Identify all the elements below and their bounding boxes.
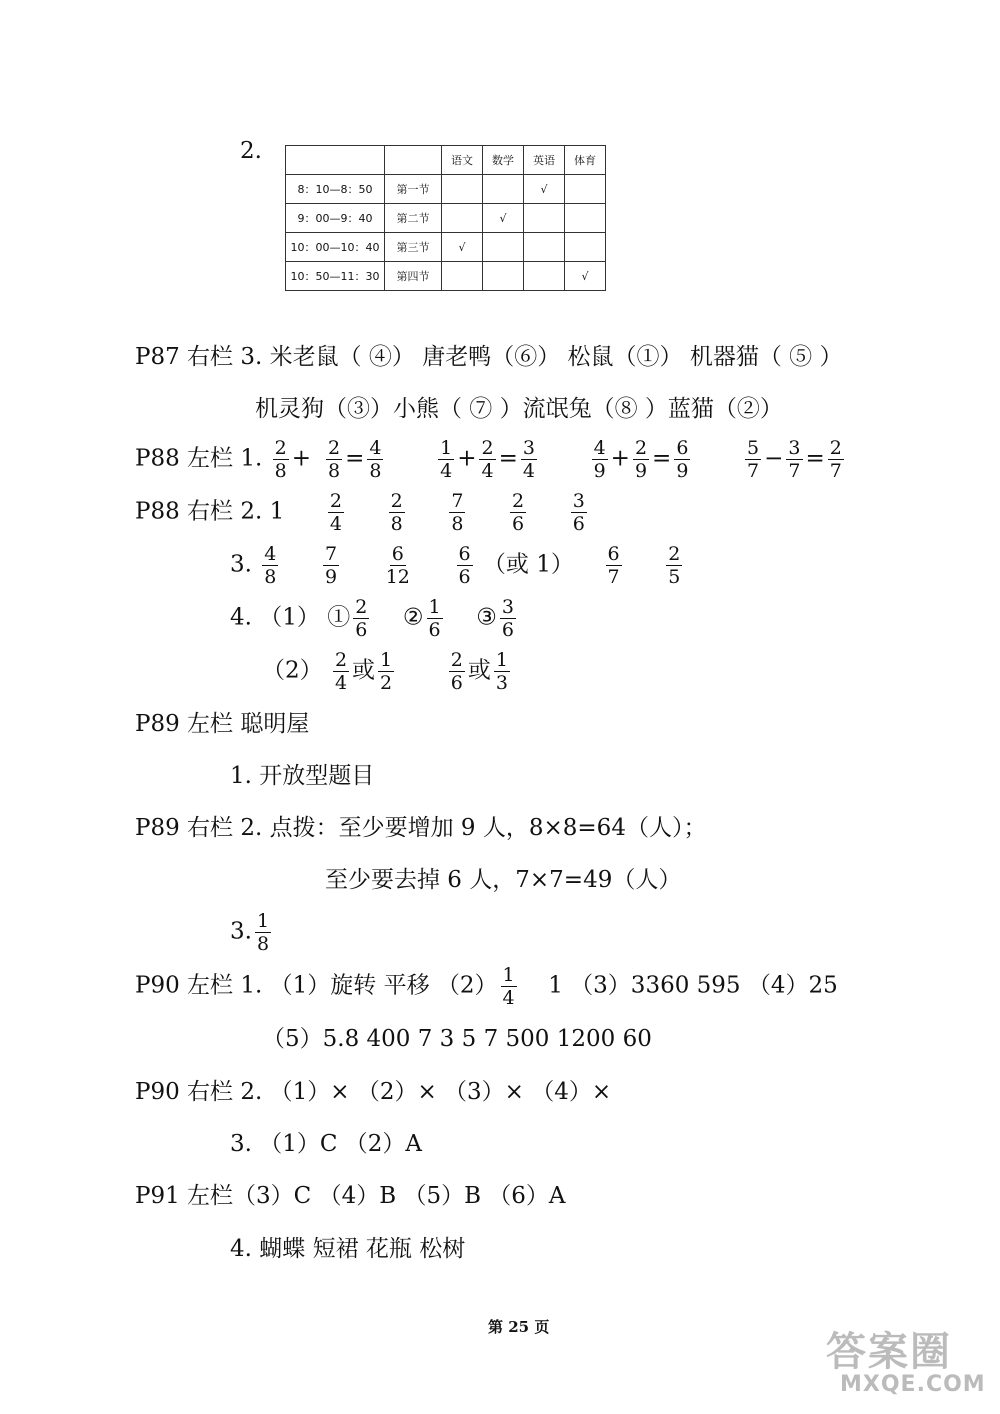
fraction: $\frac{1}{4}$ [440, 437, 453, 482]
check-cell [442, 262, 483, 291]
fraction: $\frac{4}{9}$ [593, 437, 606, 482]
header-cell [286, 146, 385, 175]
check-cell [524, 204, 565, 233]
period-cell: 第三节 [385, 233, 442, 262]
fraction: $\frac{2}{6}$ [450, 649, 463, 694]
p89-line5 [230, 910, 274, 955]
p89-line2: 1. 开放型题目 [230, 763, 375, 789]
p89-line4: 至少要去掉 6 人，7×7=49（人） [325, 867, 682, 893]
table-row [286, 175, 606, 204]
time-cell: 10：00—10：40 [286, 233, 385, 262]
p87-line1: P87 右栏 3. 米老鼠（ ④） 唐老鸭（⑥） 松鼠（①） 机器猫（ ⑤ ） [135, 344, 843, 370]
table-row [286, 204, 606, 233]
equals-sign: = [345, 445, 365, 472]
p90-line1b: 1 （3）3360 595 （4）25 [548, 972, 838, 999]
fraction: $\frac{2}{8}$ [328, 437, 341, 482]
p88-right-label: P88 右栏 2. 1 [135, 498, 285, 525]
q4-line1 [230, 596, 519, 641]
plus-sign: + [291, 445, 311, 472]
check-cell: √ [442, 233, 483, 262]
p88-right-line [135, 490, 590, 535]
fraction: $\frac{6}{7}$ [607, 543, 620, 588]
fraction: $\frac{3}{6}$ [572, 490, 585, 535]
fraction: $\frac{6}{12}$ [385, 543, 410, 588]
header-cell: 体育 [565, 146, 606, 175]
p90-line3: P90 右栏 2. （1）× （2）× （3）× （4）× [135, 1079, 612, 1105]
fraction: $\frac{4}{8}$ [264, 543, 277, 588]
check-cell: √ [565, 262, 606, 291]
plus-sign: + [610, 445, 630, 472]
fraction: $\frac{2}{5}$ [668, 543, 681, 588]
equals-sign: = [652, 445, 672, 472]
period-cell: 第二节 [385, 204, 442, 233]
fraction: $\frac{2}{4}$ [334, 649, 348, 694]
header-cell [385, 146, 442, 175]
q3-line [230, 543, 685, 588]
fraction: $\frac{1}{2}$ [380, 649, 393, 694]
schedule-table [285, 145, 606, 291]
fraction: $\frac{1}{6}$ [428, 596, 441, 641]
equals-sign: = [498, 445, 518, 472]
circled-number: ① [327, 604, 351, 631]
fraction: $\frac{6}{6}$ [458, 543, 471, 588]
p89-line1: P89 左栏 聪明屋 [135, 711, 310, 737]
fraction: $\frac{5}{7}$ [747, 437, 760, 482]
check-cell [483, 233, 524, 262]
fraction: $\frac{2}{6}$ [512, 490, 525, 535]
p91-line1: P91 左栏（3）C （4）B （5）B （6）A [135, 1183, 566, 1209]
equals-sign: = [805, 445, 825, 472]
time-cell: 10：50—11：30 [286, 262, 385, 291]
time-cell: 9：00—9：40 [286, 204, 385, 233]
q2-number: 2. [240, 138, 262, 164]
fraction: $\frac{2}{6}$ [355, 596, 368, 641]
check-cell [442, 175, 483, 204]
page-number: 第 25 页 [488, 1318, 550, 1336]
p90-line2: （5）5.8 400 7 3 5 7 500 1200 60 [262, 1026, 652, 1052]
fraction: $\frac{2}{9}$ [634, 437, 648, 482]
q4-label2: （2） [262, 657, 323, 684]
p87-line2: 机灵狗（③）小熊（ ⑦ ）流氓兔（⑧ ）蓝猫（②） [255, 396, 783, 422]
check-cell [524, 262, 565, 291]
header-cell: 英语 [524, 146, 565, 175]
q3-note: （或 1） [482, 551, 574, 578]
q3-label: 3. [230, 551, 252, 578]
fraction: $\frac{2}{4}$ [481, 437, 494, 482]
time-cell: 8：10—8：50 [286, 175, 385, 204]
fraction: $\frac{2}{4}$ [329, 490, 342, 535]
fraction: $\frac{1}{4}$ [502, 964, 515, 1009]
minus-sign: − [764, 445, 784, 472]
p88-left-line [135, 437, 847, 482]
circled-number: ② [402, 604, 424, 631]
fraction: $\frac{3}{7}$ [788, 437, 801, 482]
check-cell [524, 233, 565, 262]
period-cell: 第一节 [385, 175, 442, 204]
p90-line1 [135, 964, 838, 1009]
fraction: $\frac{6}{9}$ [676, 437, 689, 482]
p89-line3: P89 右栏 2. 点拨：至少要增加 9 人，8×8=64（人）； [135, 815, 707, 841]
check-cell: √ [524, 175, 565, 204]
circled-number: ③ [476, 604, 497, 631]
watermark-logo: 答案圈 [826, 1329, 952, 1375]
p90-line1a: P90 左栏 1. （1）旋转 平移 （2） [135, 972, 498, 999]
watermark-url: MXQE.COM [840, 1372, 986, 1397]
check-cell: √ [483, 204, 524, 233]
fraction: $\frac{3}{4}$ [522, 437, 535, 482]
p88-left-label: P88 左栏 1. [135, 445, 263, 472]
check-cell [483, 262, 524, 291]
or-text: 或 [467, 657, 491, 684]
header-cell: 数学 [483, 146, 524, 175]
plus-sign: + [457, 445, 477, 472]
fraction: $\frac{1}{8}$ [256, 910, 270, 955]
check-cell [483, 175, 524, 204]
p91-line2: 4. 蝴蝶 短裙 花瓶 松树 [230, 1236, 466, 1262]
q4-label: 4. （1） [230, 604, 320, 631]
fraction: $\frac{4}{8}$ [369, 437, 382, 482]
p89-q3-label: 3. [230, 918, 252, 945]
check-cell [442, 204, 483, 233]
check-cell [565, 204, 606, 233]
fraction: $\frac{7}{9}$ [324, 543, 338, 588]
table-row [286, 233, 606, 262]
fraction: $\frac{2}{8}$ [390, 490, 403, 535]
fraction: $\frac{2}{7}$ [829, 437, 842, 482]
table-row [286, 262, 606, 291]
fraction: $\frac{1}{3}$ [495, 649, 508, 694]
fraction: $\frac{2}{8}$ [274, 437, 287, 482]
period-cell: 第四节 [385, 262, 442, 291]
fraction: $\frac{7}{8}$ [451, 490, 464, 535]
p90-line4: 3. （1）C （2）A [230, 1131, 423, 1157]
fraction: $\frac{3}{6}$ [501, 596, 514, 641]
header-cell: 语文 [442, 146, 483, 175]
or-text: 或 [352, 657, 376, 684]
q4-line2 [262, 649, 513, 694]
check-cell [565, 175, 606, 204]
table-header-row [286, 146, 606, 175]
check-cell [565, 233, 606, 262]
